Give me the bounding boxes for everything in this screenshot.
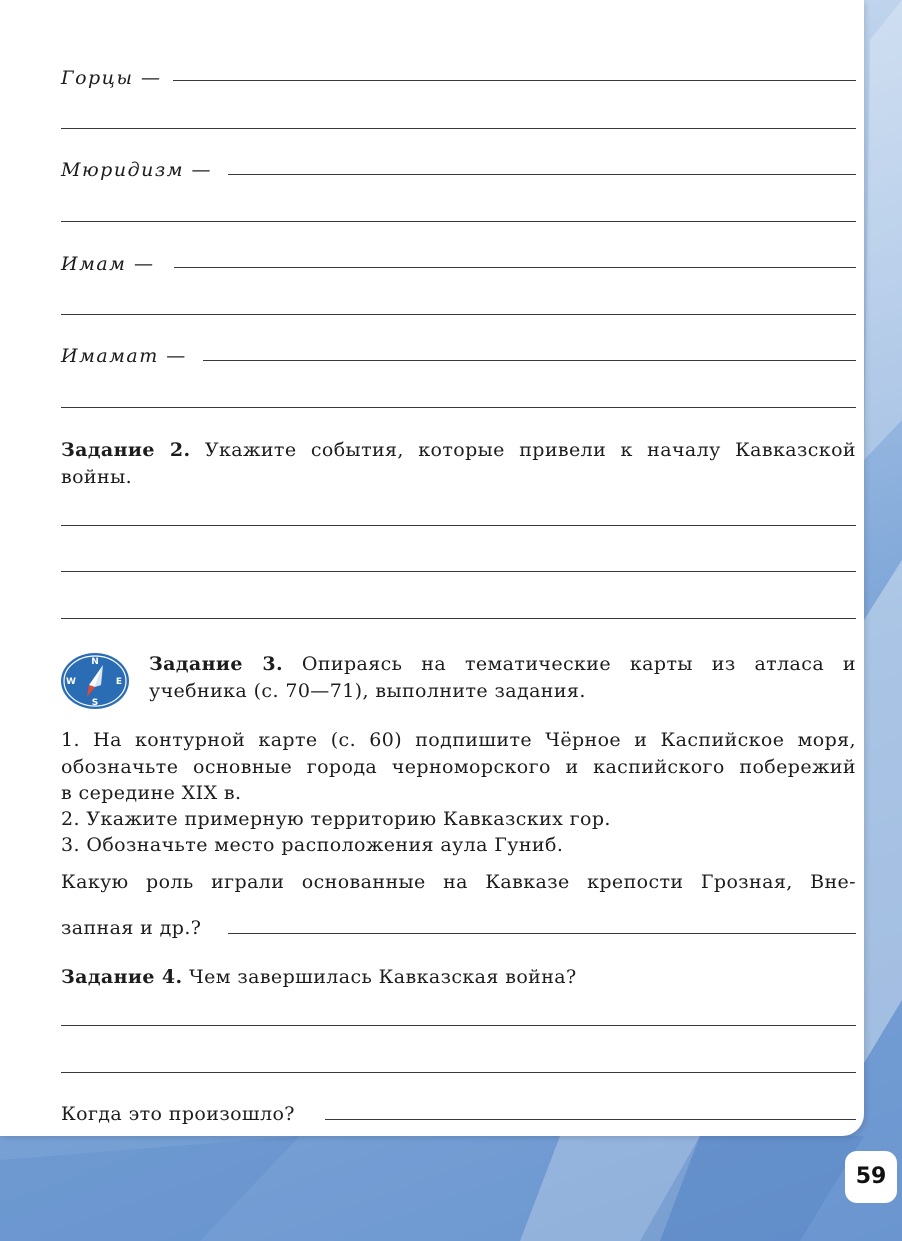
task3-question-cont: запная и др.?	[61, 917, 202, 939]
compass-icon	[59, 651, 131, 711]
answer-line[interactable]	[203, 360, 856, 361]
answer-line[interactable]	[61, 571, 856, 572]
page-number: 59	[845, 1151, 897, 1203]
task3-text: Задание 3. Опираясь на тематические карты из атласа и	[149, 653, 856, 675]
task4-when: Когда это произошло?	[61, 1103, 295, 1125]
task2-text-cont: войны.	[61, 466, 133, 488]
task4-text: Задание 4. Чем завершилась Кавказская война?	[61, 966, 577, 988]
term-myuridizm: Мюридизм —	[61, 159, 213, 181]
task3-item1-cont: обозначьте основные города черноморского и каспийского побережий	[61, 756, 856, 778]
answer-line[interactable]	[325, 1119, 856, 1120]
term-gortsy: Горцы —	[61, 67, 162, 89]
answer-line[interactable]	[61, 525, 856, 526]
task3-item1: 1. На контурной карте (с. 60) подпишите Чёрное и Каспийское моря,	[61, 729, 856, 751]
term-imamat: Имамат —	[61, 345, 187, 367]
compass-letter-s: S	[91, 698, 99, 708]
answer-line[interactable]	[61, 314, 856, 315]
answer-line[interactable]	[61, 407, 856, 408]
compass-letter-w: W	[66, 677, 76, 687]
answer-line[interactable]	[61, 1025, 856, 1026]
compass-letter-e: E	[115, 677, 123, 687]
answer-line[interactable]	[174, 267, 856, 268]
answer-line[interactable]	[61, 221, 856, 222]
task2-text: Задание 2. Укажите события, которые привели к началу Кавказской	[61, 439, 856, 461]
task3-item3: 3. Обозначьте место расположения аула Гуниб.	[61, 834, 564, 856]
task3-item2: 2. Укажите примерную территорию Кавказских гор.	[61, 808, 611, 830]
answer-line[interactable]	[61, 128, 856, 129]
answer-line[interactable]	[228, 174, 856, 175]
answer-line[interactable]	[228, 933, 856, 934]
term-imam: Имам —	[61, 253, 155, 275]
answer-line[interactable]	[173, 80, 856, 81]
task3-item1-cont: в середине XIX в.	[61, 782, 242, 804]
answer-line[interactable]	[61, 1072, 856, 1073]
task3-text-cont: учебника (с. 70—71), выполните задания.	[149, 680, 586, 702]
answer-line[interactable]	[61, 618, 856, 619]
compass-letter-n: N	[91, 657, 99, 667]
task3-question: Какую роль играли основанные на Кавказе крепости Грозная, Вне-	[61, 871, 856, 893]
